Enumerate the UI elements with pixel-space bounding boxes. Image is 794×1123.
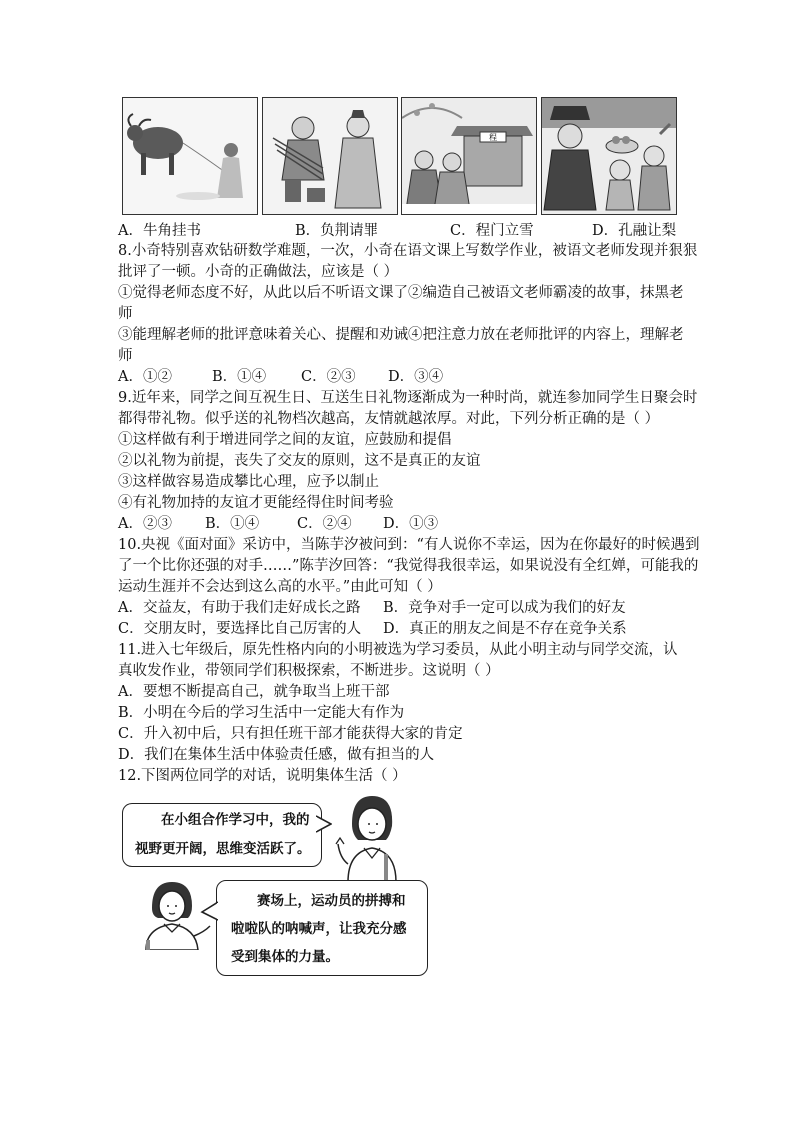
caption-d: D．孔融让梨 [592, 223, 677, 239]
q11-option-d: D．我们在集体生活中体验责任感，做有担当的人 [118, 747, 435, 763]
q8-statement-1-cont: 师 [118, 306, 133, 322]
q10-option-a: A．交益友，有助于我们走好成长之路 [118, 600, 361, 616]
kneeling-general-drawing [263, 98, 397, 214]
q8-option-a: A．①② [118, 369, 172, 385]
speech-bubble-2 [216, 880, 428, 976]
bubble1-tail [316, 814, 332, 836]
q9-option-a: A．②③ [118, 516, 172, 532]
student-dialogue-figure [120, 792, 430, 982]
illustration-thorns [262, 97, 398, 215]
girl-student-2-icon [138, 880, 212, 950]
q9-statement-3: ③这样做容易造成攀比心理，应予以制止 [118, 474, 379, 490]
ox-and-reader-drawing [123, 98, 257, 214]
q10-stem-line1: 10.央视《面对面》采访中，当陈芋汐被问到：“有人说你不幸运，因为在你最好的时候遇到 [118, 537, 700, 553]
q8-option-c: C．②③ [301, 369, 356, 385]
q11-option-b: B．小明在今后的学习生活中一定能大有作为 [118, 705, 405, 721]
story-illustrations [122, 97, 678, 215]
speech-bubble-1 [122, 803, 322, 867]
q11-stem-line2: 真收发作业，带领同学们积极探索，不断进步。这说明（ ） [118, 663, 500, 679]
illustration-pears [541, 97, 677, 215]
bubble2-line3: 受到集体的力量。 [231, 949, 339, 965]
q9-statement-4: ④有礼物加持的友谊才更能经得住时间考验 [118, 495, 394, 511]
q9-option-c: C．②④ [297, 516, 352, 532]
students-at-gate-drawing [402, 98, 536, 214]
q10-stem-line3: 运动生涯并不会达到这么高的水平。”由此可知（ ） [118, 579, 442, 595]
q9-option-b: B．①④ [205, 516, 260, 532]
q9-stem-line2: 都得带礼物。似乎送的礼物档次越高，友情就越浓厚。对此，下列分析正确的是（ ） [118, 411, 660, 427]
q8-stem-line1: 8.小奇特别喜欢钻研数学难题，一次，小奇在语文课上写数学作业，被语文老师发现并狠狠 [118, 243, 698, 259]
bubble1-line2: 视野更开阔，思维变活跃了。 [135, 841, 311, 857]
bubble2-line2: 啦啦队的呐喊声，让我充分感 [231, 921, 407, 937]
q10-option-d: D．真正的朋友之间是不存在竞争关系 [383, 621, 627, 637]
illustration-captions [118, 219, 678, 239]
q9-statement-2: ②以礼物为前提，丧失了交友的原则，这不是真正的友谊 [118, 453, 481, 469]
caption-c: C．程门立雪 [450, 223, 534, 239]
bubble1-line1: 在小组合作学习中，我的 [161, 812, 310, 828]
scholar-and-children-drawing [542, 98, 676, 214]
q12-stem: 12.下图两位同学的对话，说明集体生活（ ） [118, 768, 407, 784]
q9-stem-line1: 9.近年来，同学之间互祝生日、互送生日礼物逐渐成为一种时尚，就连参加同学生日聚会时 [118, 390, 698, 406]
q8-option-d: D．③④ [388, 369, 444, 385]
gate-sign-text: 程 [489, 133, 497, 142]
q9-statement-1: ①这样做有利于增进同学之间的友谊，应鼓励和提倡 [118, 432, 452, 448]
q11-option-c: C．升入初中后，只有担任班干部才能获得大家的肯定 [118, 726, 463, 742]
q11-stem-line1: 11.进入七年级后，原先性格内向的小明被选为学习委员，从此小明主动与同学交流，认 [118, 642, 678, 658]
bubble2-line1: 赛场上，运动员的拼搏和 [257, 893, 406, 909]
girl-student-1-icon [334, 794, 410, 882]
caption-b: B．负荆请罪 [295, 223, 379, 239]
q10-option-c: C．交朋友时，要选择比自己厉害的人 [118, 621, 362, 637]
illustration-ox-horn [122, 97, 258, 215]
q9-option-d: D．①③ [383, 516, 439, 532]
q8-statement-2: ③能理解老师的批评意味着关心、提醒和劝诫④把注意力放在老师批评的内容上，理解老 [118, 327, 684, 343]
q8-option-b: B．①④ [212, 369, 267, 385]
illustration-snow [401, 97, 537, 215]
caption-a: A．牛角挂书 [118, 223, 201, 239]
q10-option-b: B．竞争对手一定可以成为我们的好友 [383, 600, 626, 616]
q8-stem-line2: 批评了一顿。小奇的正确做法，应该是（ ） [118, 264, 399, 280]
q8-statement-1: ①觉得老师态度不好，从此以后不听语文课了②编造自己被语文老师霸凌的故事，抹黑老 [118, 285, 684, 301]
q10-stem-line2: 了一个比你还强的对手……”陈芋汐回答：“我觉得我很幸运，如果说没有全红婵，可能我的 [118, 558, 699, 574]
q11-option-a: A．要想不断提高自己，就争取当上班干部 [118, 684, 390, 700]
q8-statement-2-cont: 师 [118, 348, 133, 364]
